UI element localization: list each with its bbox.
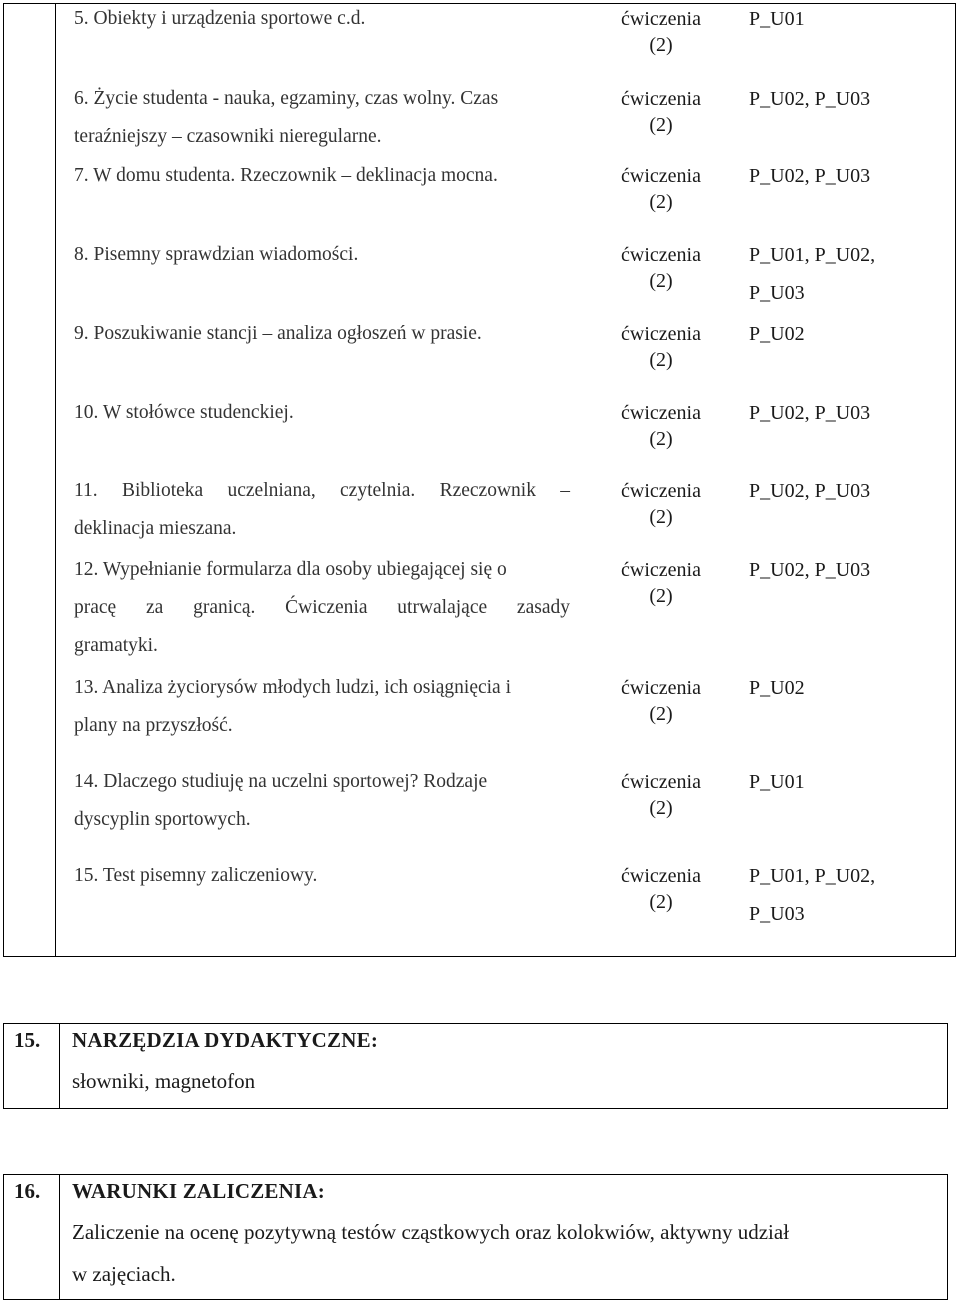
topic-text: 7. W domu studenta. Rzeczownik – deklinacja mocna. bbox=[74, 165, 498, 186]
class-form-text: ćwiczenia bbox=[621, 677, 701, 699]
section-body-line: Zaliczenie na ocenę pozytywną testów cząstkowych oraz kolokwiów, aktywny udział bbox=[72, 1220, 790, 1244]
learning-outcome-text: P_U02, P_U03 bbox=[749, 402, 871, 424]
learning-outcome-text: P_U02, P_U03 bbox=[749, 559, 871, 581]
learning-outcome-cell bbox=[749, 315, 949, 353]
topic-cell bbox=[74, 857, 570, 895]
class-form-text: ćwiczenia bbox=[621, 165, 701, 187]
section-title: WARUNKI ZALICZENIA: bbox=[72, 1179, 325, 1203]
topic-text: 9. Poszukiwanie stancji – analiza ogłoszeń w prasie. bbox=[74, 323, 482, 344]
topic-cell bbox=[74, 669, 570, 745]
topic-text: pracę za granicą. Ćwiczenia utrwalające zasady bbox=[74, 597, 570, 618]
learning-outcome-text: P_U03 bbox=[749, 903, 805, 925]
learning-outcome-cell bbox=[749, 472, 949, 510]
class-form-cell bbox=[598, 86, 724, 138]
learning-outcome-cell bbox=[749, 857, 949, 933]
learning-outcome-cell bbox=[749, 394, 949, 432]
topic-cell bbox=[74, 236, 570, 274]
topic-text: 13. Analiza życiorysów młodych ludzi, ich osiągnięcia i bbox=[74, 677, 512, 698]
class-form-text: (2) bbox=[649, 428, 673, 450]
topic-cell bbox=[74, 0, 570, 38]
learning-outcome-text: P_U02, P_U03 bbox=[749, 480, 871, 502]
learning-outcome-text: P_U01, P_U02, bbox=[749, 244, 876, 266]
section-number-column bbox=[59, 1024, 60, 1108]
topic-text: 5. Obiekty i urządzenia sportowe c.d. bbox=[74, 8, 366, 29]
topic-cell bbox=[74, 551, 570, 665]
class-form-text: ćwiczenia bbox=[621, 323, 701, 345]
class-form-text: (2) bbox=[649, 797, 673, 819]
learning-outcome-cell bbox=[749, 669, 949, 707]
topic-text: deklinacja mieszana. bbox=[74, 518, 237, 539]
class-form-cell bbox=[598, 6, 724, 58]
learning-outcome-text: P_U02 bbox=[749, 323, 805, 345]
section-passing-conditions bbox=[3, 1174, 948, 1300]
class-form-text: ćwiczenia bbox=[621, 865, 701, 887]
section-number: 15. bbox=[14, 1028, 41, 1052]
class-form-text: ćwiczenia bbox=[621, 402, 701, 424]
class-form-text: (2) bbox=[649, 703, 673, 725]
class-form-text: ćwiczenia bbox=[621, 8, 701, 30]
topic-cell bbox=[74, 472, 570, 548]
table-column-divider bbox=[55, 3, 56, 957]
class-form-text: ćwiczenia bbox=[621, 244, 701, 266]
topic-text: plany na przyszłość. bbox=[74, 715, 233, 736]
class-form-text: (2) bbox=[649, 506, 673, 528]
class-form-cell bbox=[598, 557, 724, 609]
class-form-cell bbox=[598, 242, 724, 294]
section-teaching-tools bbox=[3, 1023, 948, 1109]
topic-cell bbox=[74, 80, 570, 156]
topic-text: 15. Test pisemny zaliczeniowy. bbox=[74, 865, 318, 886]
topic-cell bbox=[74, 157, 570, 195]
learning-outcome-cell bbox=[749, 236, 949, 312]
class-form-text: (2) bbox=[649, 114, 673, 136]
class-form-text: (2) bbox=[649, 34, 673, 56]
section-number-column bbox=[59, 1175, 60, 1299]
section-body: słowniki, magnetofon bbox=[72, 1069, 256, 1093]
class-form-text: (2) bbox=[649, 270, 673, 292]
section-number: 16. bbox=[14, 1179, 41, 1203]
class-form-cell bbox=[598, 675, 724, 727]
topic-text: 11. Biblioteka uczelniana, czytelnia. Rzeczownik – bbox=[74, 480, 570, 501]
learning-outcome-text: P_U01 bbox=[749, 771, 805, 793]
class-form-cell bbox=[598, 163, 724, 215]
class-form-cell bbox=[598, 400, 724, 452]
learning-outcome-text: P_U01 bbox=[749, 8, 805, 30]
class-form-text: (2) bbox=[649, 891, 673, 913]
learning-outcome-text: P_U01, P_U02, bbox=[749, 865, 876, 887]
class-form-text: ćwiczenia bbox=[621, 771, 701, 793]
class-form-text: ćwiczenia bbox=[621, 88, 701, 110]
learning-outcome-cell bbox=[749, 551, 949, 589]
class-form-cell bbox=[598, 478, 724, 530]
topic-text: gramatyki. bbox=[74, 635, 158, 656]
topic-text: 12. Wypełnianie formularza dla osoby ubiegającej się o bbox=[74, 559, 507, 580]
topic-cell bbox=[74, 763, 570, 839]
topic-text: teraźniejszy – czasowniki nieregularne. bbox=[74, 126, 382, 147]
class-form-text: (2) bbox=[649, 349, 673, 371]
learning-outcome-text: P_U02 bbox=[749, 677, 805, 699]
learning-outcome-cell bbox=[749, 0, 949, 38]
topic-text: 6. Życie studenta - nauka, egzaminy, czas wolny. Czas bbox=[74, 88, 499, 109]
topic-text: dyscyplin sportowych. bbox=[74, 809, 251, 830]
class-form-cell bbox=[598, 863, 724, 915]
learning-outcome-text: P_U02, P_U03 bbox=[749, 88, 871, 110]
topic-text: 10. W stołówce studenckiej. bbox=[74, 402, 294, 423]
class-form-text: ćwiczenia bbox=[621, 480, 701, 502]
topic-text: 8. Pisemny sprawdzian wiadomości. bbox=[74, 244, 359, 265]
learning-outcome-cell bbox=[749, 763, 949, 801]
topic-cell bbox=[74, 315, 570, 353]
learning-outcome-cell bbox=[749, 157, 949, 195]
learning-outcome-cell bbox=[749, 80, 949, 118]
class-form-text: (2) bbox=[649, 585, 673, 607]
section-body-line: w zajęciach. bbox=[72, 1262, 176, 1286]
learning-outcome-text: P_U02, P_U03 bbox=[749, 165, 871, 187]
class-form-text: (2) bbox=[649, 191, 673, 213]
class-form-cell bbox=[598, 321, 724, 373]
class-form-text: ćwiczenia bbox=[621, 559, 701, 581]
topic-cell bbox=[74, 394, 570, 432]
topic-text: 14. Dlaczego studiuję na uczelni sportowej? Rodzaje bbox=[74, 771, 488, 792]
class-form-cell bbox=[598, 769, 724, 821]
section-title: NARZĘDZIA DYDAKTYCZNE: bbox=[72, 1028, 379, 1052]
learning-outcome-text: P_U03 bbox=[749, 282, 805, 304]
